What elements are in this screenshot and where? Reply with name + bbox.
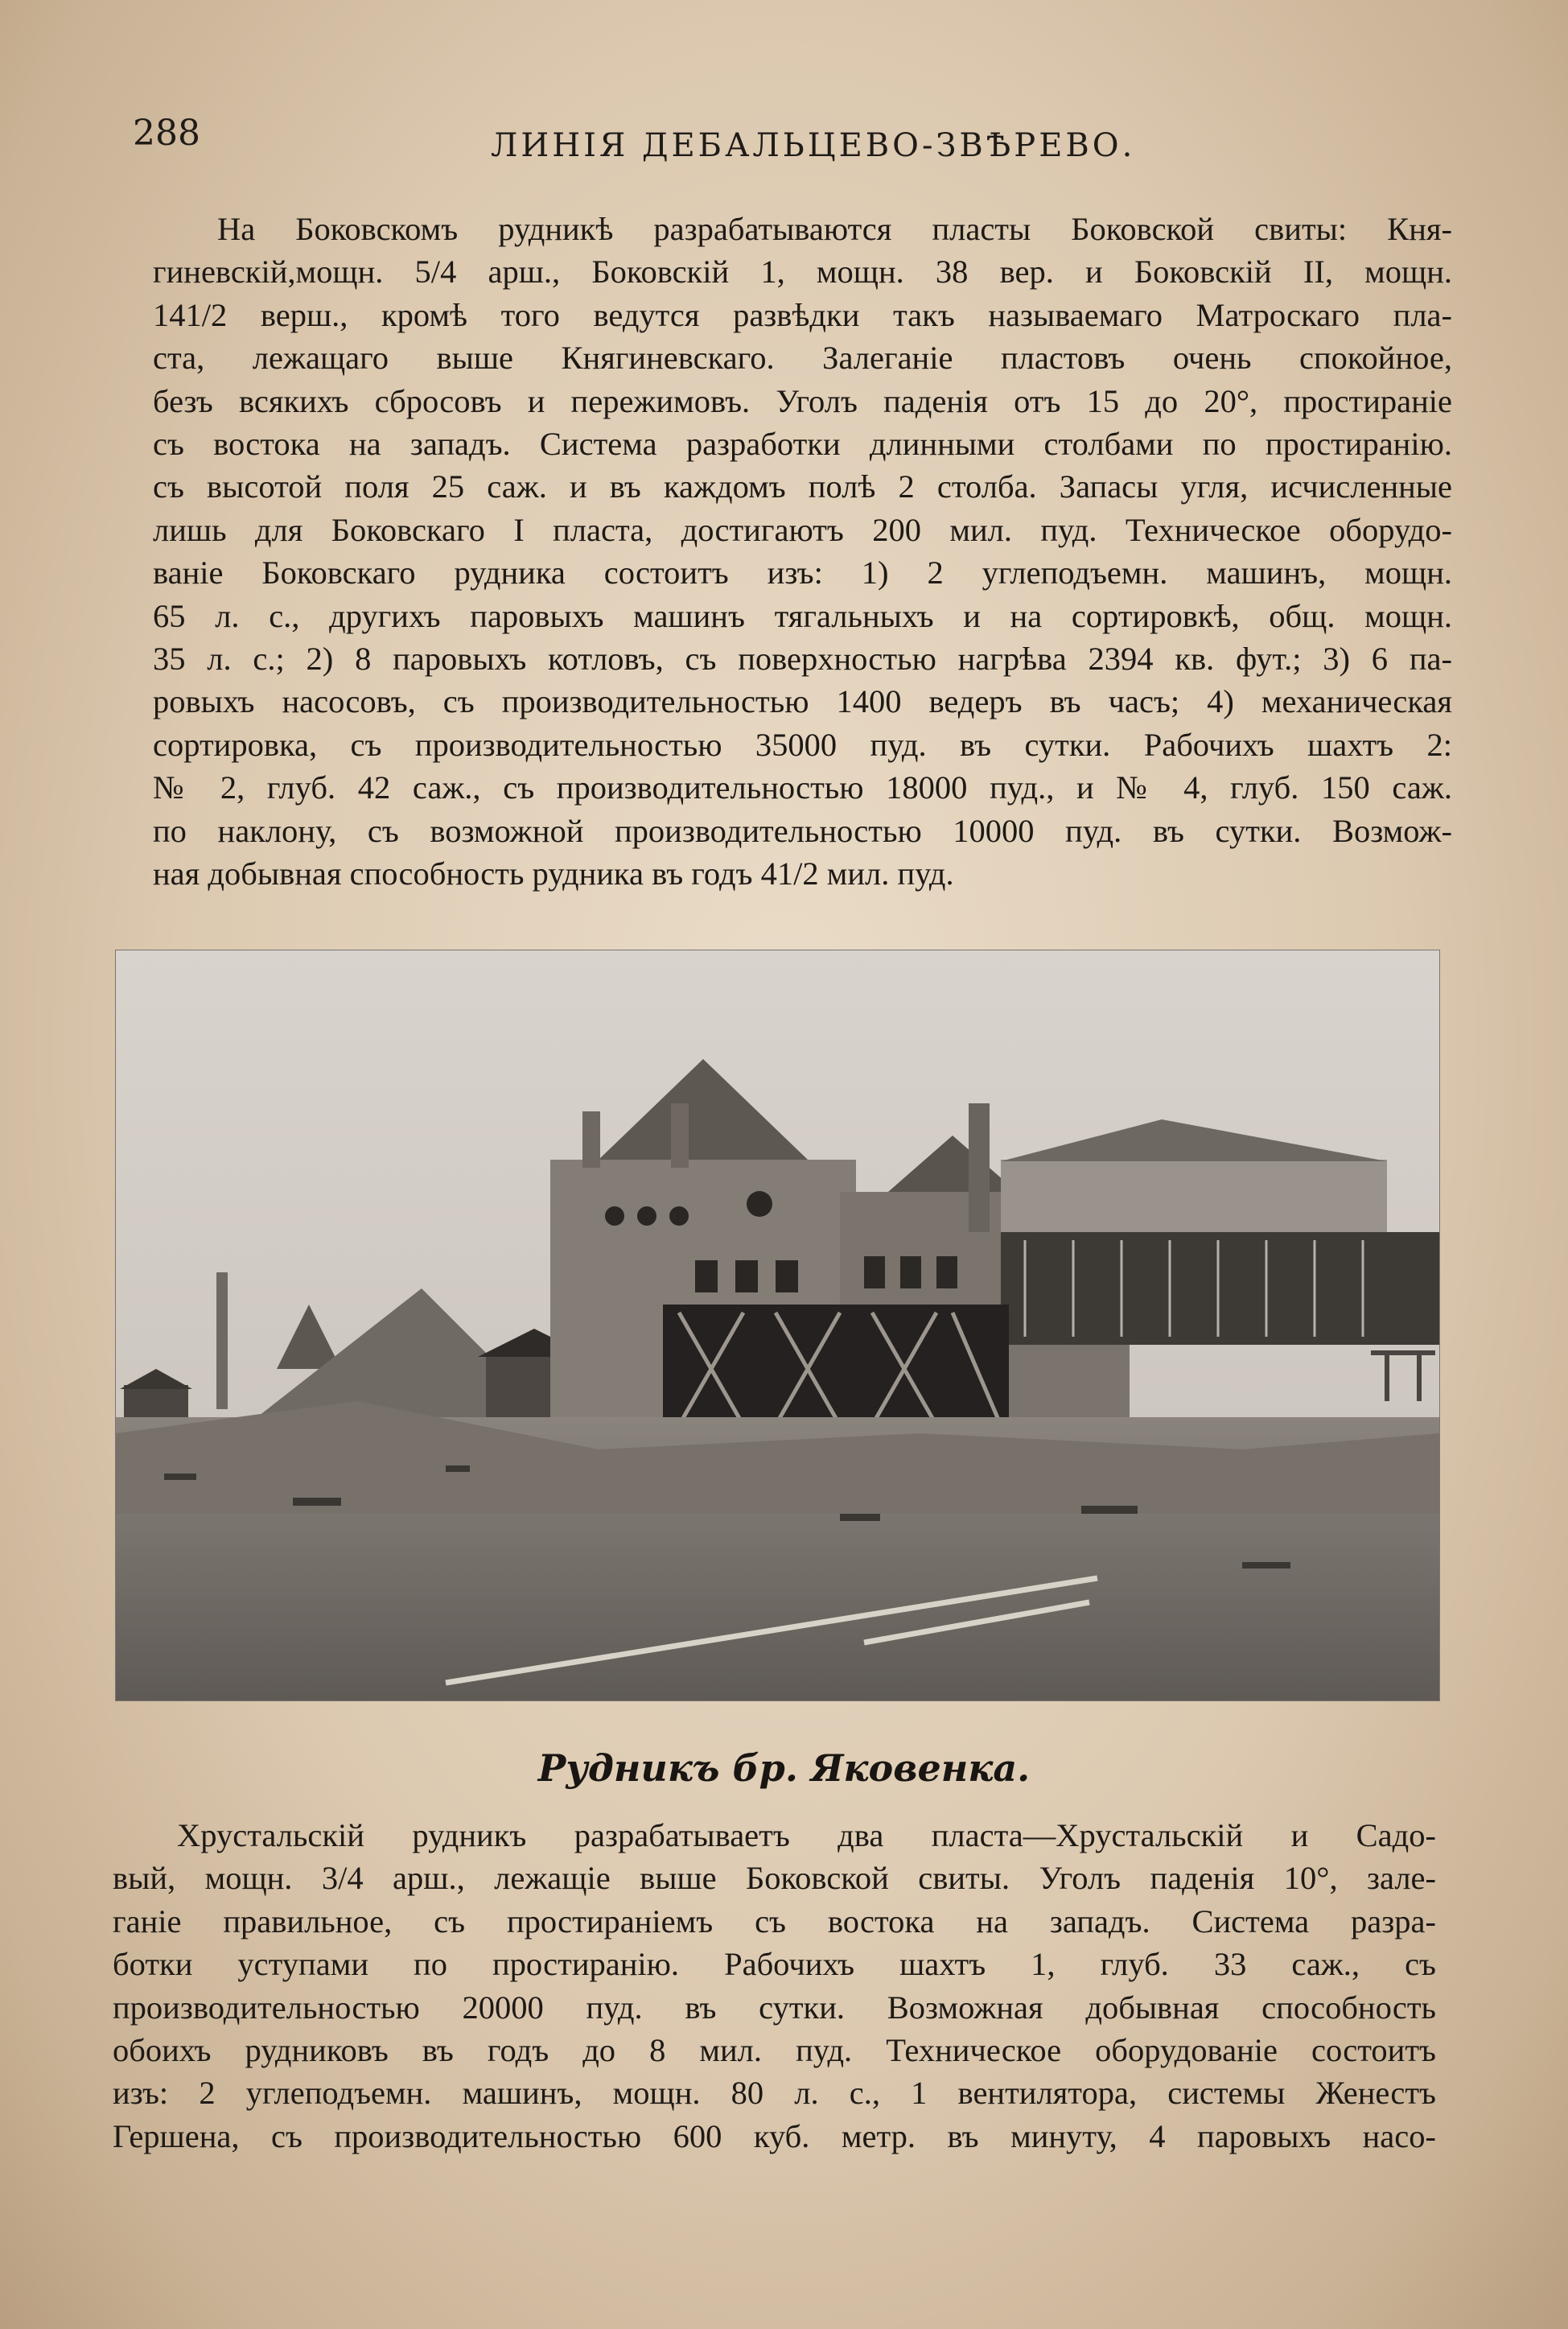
mine-buildings-illustration <box>116 950 1439 1700</box>
text-line: изъ: 2 углеподъемн. машинъ, мощн. 80 л. с., 1 вентилятора, системы Женестъ <box>113 2075 1436 2112</box>
paragraph-bokovsky-mine <box>153 208 1452 896</box>
text-line: ровыхъ насосовъ, съ производительностью 1400 ведеръ въ часъ; 4) механическая <box>153 683 1452 720</box>
text-line: Гершена, съ производительностью 600 куб. метр. въ минуту, 4 паровыхъ насо- <box>113 2117 1436 2154</box>
figure-caption: Рудникъ бр. Яковенка. <box>537 1746 1031 1790</box>
text-line: съ высотой поля 25 саж. и въ каждомъ полѣ 2 столба. Запасы угля, исчисленные <box>153 468 1452 505</box>
text-line: производительностью 20000 пуд. въ сутки. Возможная добывная способность <box>113 1989 1436 2026</box>
text-line: ботки уступами по простиранію. Рабочихъ шахтъ 1, глуб. 33 саж., съ <box>113 1946 1436 1983</box>
text-line: ста, лежащаго выше Княгиневскаго. Залеганіе пластовъ очень спокойное, <box>153 340 1452 377</box>
text-line: № 2, глуб. 42 саж., съ производительностью 18000 пуд., и № 4, глуб. 150 саж. <box>153 769 1452 806</box>
text-line: ганіе правильное, съ простираніемъ съ востока на западъ. Система разра- <box>113 1902 1436 1939</box>
text-line: безъ всякихъ сбросовъ и пережимовъ. Уголъ паденія отъ 15 до 20°, простираніе <box>153 382 1452 419</box>
text-line: съ востока на западъ. Система разработки длинными столбами по простиранію. <box>153 426 1452 463</box>
text-line: На Боковскомъ рудникѣ разрабатываются пласты Боковской свиты: Кня- <box>217 211 1452 247</box>
text-line: обоихъ рудниковъ въ годъ до 8 мил. пуд. Техническое оборудованіе состоитъ <box>113 2032 1436 2069</box>
running-head: ЛИНІЯ ДЕБАЛЬЦЕВО-ЗВѢРЕВО. <box>491 127 1136 164</box>
text-line: ная добывная способность рудника въ годъ 41/2 мил. пуд. <box>153 855 954 892</box>
text-line: ваніе Боковскаго рудника состоитъ изъ: 1) 2 углеподъемн. машинъ, мощн. <box>153 554 1452 592</box>
paragraph-khrustalsky-mine <box>113 1814 1436 2158</box>
text-line: Хрустальскій рудникъ разрабатываетъ два пласта—Хрустальскій и Садо- <box>177 1817 1436 1853</box>
text-line: сортировка, съ производительностью 35000 пуд. въ сутки. Рабочихъ шахтъ 2: <box>153 726 1452 763</box>
text-line: 35 л. с.; 2) 8 паровыхъ котловъ, съ поверхностью нагрѣва 2394 кв. фут.; 3) 6 па- <box>153 641 1452 678</box>
text-line: 65 л. с., другихъ паровыхъ машинъ тягальныхъ и на сортировкѣ, общ. мощн. <box>153 597 1452 634</box>
text-line: гиневскій,мощн. 5/4 арш., Боковскій 1, мощн. 38 вер. и Боковскій II, мощн. <box>153 254 1452 291</box>
mine-photograph <box>115 950 1440 1701</box>
text-line: 141/2 верш., кромѣ того ведутся развѣдки такъ называемаго Матроскаго пла- <box>153 296 1452 333</box>
page-number: 288 <box>133 113 200 154</box>
text-line: вый, мощн. 3/4 арш., лежащіе выше Боковской свиты. Уголъ паденія 10°, зале- <box>113 1860 1436 1897</box>
text-line: по наклону, съ возможной производительностью 10000 пуд. въ сутки. Возмож- <box>153 812 1452 849</box>
text-line: лишь для Боковскаго I пласта, достигаютъ 200 мил. пуд. Техническое оборудо- <box>153 511 1452 548</box>
